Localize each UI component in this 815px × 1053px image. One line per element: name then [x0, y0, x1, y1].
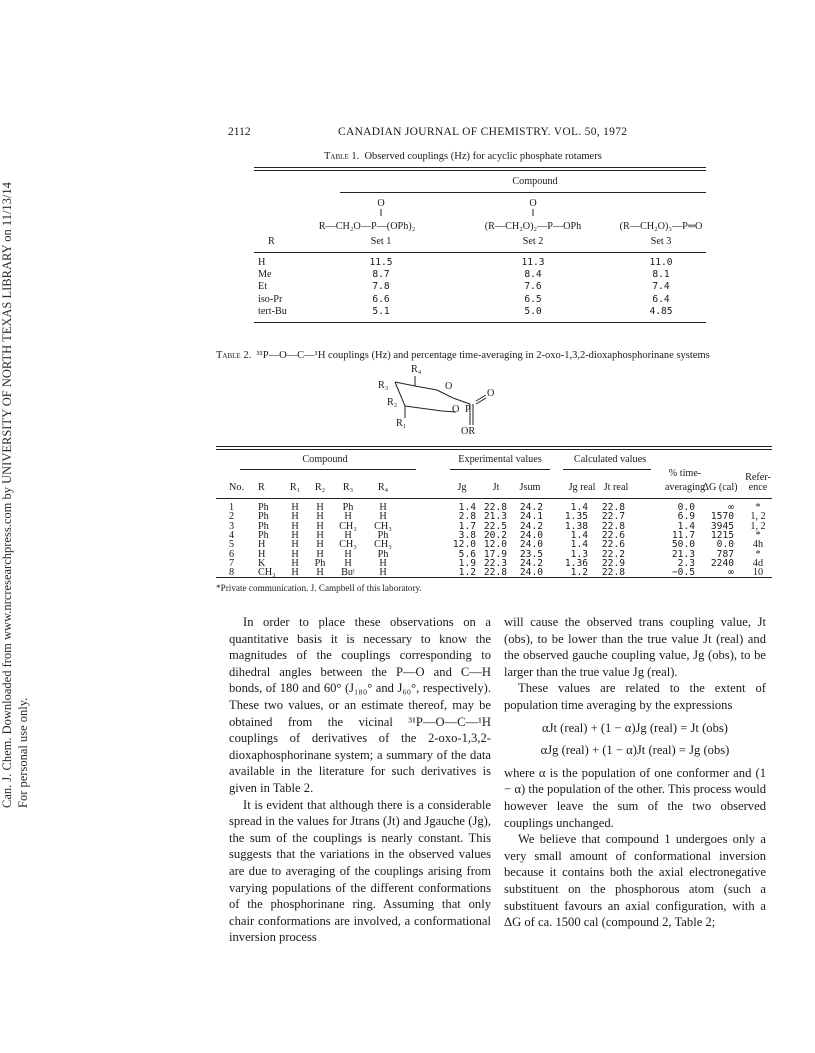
- table2-row-2-jtr: 22.8: [601, 520, 625, 532]
- table2-header-no: No.: [229, 482, 244, 493]
- set1-label: Set 1: [370, 236, 392, 247]
- table2-row-6-r3: H: [344, 557, 352, 569]
- table1-row-1-set2: 8.4: [524, 269, 542, 281]
- equation-1: αJt (real) + (1 − α)Jg (real) = Jt (obs): [542, 720, 728, 735]
- table2-header-ref2: ence: [748, 482, 768, 493]
- set1-oxo-bond: ‖: [379, 208, 383, 219]
- table2-row-4-r: H: [258, 539, 266, 551]
- experimental-group-rule: [450, 469, 550, 470]
- table2-row-2-ref: 1, 2: [750, 520, 766, 532]
- table2-row-7-r2: H: [316, 567, 324, 579]
- table1-r-header: R: [268, 236, 275, 247]
- table1-row-4-set2: 5.0: [524, 305, 542, 317]
- table1-row-3-set3: 6.4: [652, 293, 670, 305]
- table2-row-1-r3: H: [344, 511, 352, 523]
- page-number: 2112: [228, 126, 251, 138]
- table2-row-6-jg: 1.9: [458, 557, 476, 569]
- set3-label: Set 3: [650, 236, 672, 247]
- table2-row-3-jtr: 22.6: [601, 529, 625, 541]
- table2-row-3-jgr: 1.4: [570, 529, 588, 541]
- table2-footnote: *Private communication. J. Campbell of this laboratory.: [216, 583, 422, 593]
- table2-row-4-ref: 4h: [752, 539, 764, 551]
- table2-row-7-r4: H: [379, 567, 387, 579]
- table2-row-1-r1: H: [291, 511, 299, 523]
- struct-or: OR: [461, 426, 476, 437]
- table2-row-3-r: Ph: [258, 529, 269, 541]
- set1-formula: R—CH₂O—P—(OPh)₂: [318, 221, 416, 232]
- table2-row-4-jgr: 1.4: [570, 539, 588, 551]
- table2-row-4-r4: CH₃: [374, 539, 392, 551]
- ref-header-1: Refer-: [745, 472, 771, 483]
- table1-row-2-r: Et: [258, 281, 268, 293]
- table2-row-1-jsum: 24.1: [519, 511, 543, 523]
- table2-header-rule: [216, 498, 772, 499]
- calculated-group-rule: [563, 469, 651, 470]
- left-column: [229, 614, 491, 946]
- table2-row-5-jsum: 23.5: [519, 548, 543, 560]
- table2-row-4-dg: 0.0: [716, 539, 734, 551]
- set2-label: Set 2: [522, 236, 544, 247]
- table2-row-2-jsum: 24.2: [519, 520, 543, 532]
- table2-row-0-jsum: 24.2: [519, 502, 543, 513]
- table2-row-3-r3: H: [344, 529, 352, 541]
- table2-row-6-r2: Ph: [314, 557, 326, 569]
- table2-row-3-pct: 11.7: [671, 529, 695, 541]
- table2-bottom-rule: [216, 577, 772, 578]
- table2-top-rule-2: [216, 449, 772, 450]
- table2-group-calculated: Calculated values: [573, 454, 647, 465]
- right-paragraph-3: where α is the population of one conformer and (1 − α) the population of the other. This process would however leave the sum of the two observed couplings unchanged.: [504, 765, 766, 830]
- table2-row-5-pct: 21.3: [671, 548, 695, 560]
- table2-row-7-jtr: 22.8: [601, 567, 625, 579]
- struct-o-ring-2: O: [452, 404, 460, 415]
- right-paragraph-4: We believe that compound 1 undergoes only a very small amount of conformational inversion because it contains both the axial electronegative substituent on the phosphorous atom (such a substituent favours an axial configuration, with a ΔG of ca. 1500 cal (compound 2, Table 2;: [504, 832, 766, 930]
- table1-row-0-r: H: [258, 257, 266, 268]
- table2-row-5-jt: 17.9: [483, 548, 507, 560]
- table2-row-1-jgr: 1.35: [564, 511, 588, 523]
- table2-row-2-dg: 3945: [710, 520, 734, 532]
- table2-row-7-r1: H: [291, 567, 299, 579]
- table1-row-2-set2: 7.6: [524, 281, 542, 293]
- table2-row-2-jt: 22.5: [483, 520, 507, 532]
- table2-row-3-r2: H: [316, 529, 324, 541]
- table2-row-5-jg: 5.6: [458, 548, 476, 560]
- table2-row-4-jtr: 22.6: [601, 539, 625, 551]
- table2-row-2-r: Ph: [258, 520, 269, 532]
- struct-p: P: [465, 404, 471, 415]
- table2-row-0-jg: 1.4: [458, 502, 476, 513]
- table2-header-r4: R₄: [377, 482, 389, 493]
- table2-row-6-jtr: 22.9: [601, 557, 625, 569]
- table2-row-6-pct: 2.3: [677, 557, 695, 569]
- table2-row-0-ref: *: [755, 502, 761, 513]
- table2-row-0-jtr: 22.8: [601, 502, 625, 513]
- table1-row-4-r: tert-Bu: [258, 305, 287, 317]
- table2-row-7-jg: 1.2: [458, 567, 476, 579]
- table2-header-jsum: Jsum: [519, 482, 541, 493]
- table2-row-0-jgr: 1.4: [570, 502, 588, 513]
- table2-row-4-no: 5: [229, 539, 235, 551]
- table2-row-1-r: Ph: [258, 511, 269, 523]
- table2-row-1-no: 2: [229, 511, 235, 523]
- table2-row-3-jsum: 24.0: [519, 529, 543, 541]
- table2-row-1-ref: 1, 2: [750, 511, 766, 523]
- table1-label: Table 1.: [324, 151, 360, 162]
- table2-row-5-ref: *: [755, 548, 761, 560]
- table2-row-0-pct: 0.0: [677, 502, 695, 513]
- table1-row-3-set2: 6.5: [524, 293, 542, 305]
- table2-row-2-r1: H: [291, 520, 299, 532]
- table2-header-jt: Jt: [492, 482, 500, 493]
- right-paragraph-2: These values are related to the extent of population time averaging by the expressions: [504, 681, 766, 712]
- struct-r4: R₄: [411, 364, 422, 375]
- table2-row-3-jt: 20.2: [483, 529, 507, 541]
- table1-row-3-set1: 6.6: [372, 293, 390, 305]
- table2-row-3-ref: *: [755, 529, 761, 541]
- set2-formula: (R—CH₂O)₂—P—OPh: [484, 221, 582, 232]
- struct-r1: R₁: [396, 418, 407, 429]
- table2-row-2-r4: CH₃: [374, 520, 392, 532]
- table2-row-0-r3: Ph: [342, 502, 354, 513]
- table1-row-0-set3: 11.0: [649, 257, 673, 268]
- table2-row-6-jsum: 24.2: [519, 557, 543, 569]
- table2-row-7-pct: −0.5: [671, 567, 695, 579]
- table1-row-2-set1: 7.8: [372, 281, 390, 293]
- table2-row-0-no: 1: [229, 502, 235, 513]
- table2-row-7-r: CH₃: [258, 567, 276, 579]
- table2-row-1-jtr: 22.7: [601, 511, 625, 523]
- table1-row-1-r: Me: [258, 269, 272, 281]
- struct-r2: R₂: [387, 397, 398, 408]
- table1-row-0-set2: 11.3: [521, 257, 545, 268]
- table2-row-1-r4: H: [379, 511, 387, 523]
- struct-o-double: O: [487, 388, 495, 399]
- table1-row-2-set3: 7.4: [652, 281, 670, 293]
- table2-row-7-dg: ∞: [728, 567, 734, 579]
- watermark-line-2: For personal use only.: [16, 697, 30, 808]
- table1-caption-text: Observed couplings (Hz) for acyclic phosphate rotamers: [364, 151, 602, 162]
- table1-row-0-set1: 11.5: [369, 257, 393, 268]
- table2-row-7-ref: 10: [752, 567, 764, 579]
- table2-row-4-jsum: 24.0: [519, 539, 543, 551]
- table2-row-6-r: K: [258, 557, 266, 569]
- table2-row-4-jg: 12.0: [452, 539, 476, 551]
- compound-group-rule: [240, 469, 416, 470]
- table2-header-r: R: [258, 482, 265, 493]
- table1-row-4-set1: 5.1: [372, 305, 390, 317]
- table2-row-1-pct: 6.9: [677, 511, 695, 523]
- table2-row-2-no: 3: [229, 520, 235, 532]
- left-paragraph-1: In order to place these observations on a quantitative basis it is necessary to know the magnitudes of the couplings corresponding to dihedral angles between the P—O and C—H bonds, of 180 and 60° (J₁₈₀° and J₆₀°, respectively). These two values, or an estimate thereof, may be obtained from the vicinal ³¹P—O—C—¹H couplings of derivatives of the 2-oxo-1,3,2-dioxaphosphorinane system; a summary of the data available in the literature for such derivatives is given in Table 2.: [229, 615, 491, 795]
- table2-header-r3: R₃: [342, 482, 354, 493]
- set1-oxo: O: [377, 198, 385, 209]
- table2-row-5-jgr: 1.3: [570, 548, 588, 560]
- table2-row-3-dg: 1215: [710, 529, 734, 541]
- set2-oxo: O: [529, 198, 537, 209]
- set3-formula: (R—CH₂O)₃—P═O: [619, 221, 703, 232]
- table2-row-5-r: H: [258, 548, 266, 560]
- table2-row-1-r2: H: [316, 511, 324, 523]
- table2-row-4-r3: CH₃: [339, 539, 357, 551]
- table2-row-4-jt: 12.0: [483, 539, 507, 551]
- table2-row-6-ref: 4d: [752, 557, 764, 569]
- watermark-line-1: Can. J. Chem. Downloaded from www.nrcresearchpress.com by UNIVERSITY OF NORTH TEXAS LIBRARY on 11/13/14: [0, 182, 14, 808]
- table2-row-2-jgr: 1.38: [564, 520, 588, 532]
- pct-header-1: % time-: [668, 468, 702, 479]
- table2-header-r2: R₂: [314, 482, 326, 493]
- table2-caption-text: ³¹P—O—C—¹H couplings (Hz) and percentage time-averaging in 2-oxo-1,3,2-dioxaphosphorinane systems: [256, 350, 710, 361]
- table1-group-header: Compound: [512, 176, 558, 187]
- right-column: [504, 614, 766, 931]
- right-paragraph-1: will cause the observed trans coupling value, Jt (obs), to be lower than the true value Jt (real) and the observed gauche coupling value, Jg (obs), to be larger than the true value Jg (real).: [504, 615, 766, 679]
- table2-row-0-jt: 22.8: [483, 502, 507, 513]
- table2-row-1-jg: 2.8: [458, 511, 476, 523]
- table2-row-3-jg: 3.8: [458, 529, 476, 541]
- table2-row-0-r2: H: [316, 502, 324, 513]
- table2-row-2-pct: 1.4: [677, 520, 695, 532]
- table1-row-4-set3: 4.85: [649, 305, 673, 317]
- equation-2: αJg (real) + (1 − α)Jt (real) = Jg (obs): [540, 743, 730, 758]
- table2-row-4-pct: 50.0: [671, 539, 695, 551]
- table1-row-1-set1: 8.7: [372, 269, 390, 281]
- struct-r3: R₃: [378, 380, 389, 391]
- table2-header-pct2: averaging: [664, 482, 706, 493]
- table2-row-6-jt: 22.3: [483, 557, 507, 569]
- table2-row-7-jt: 22.8: [483, 567, 507, 579]
- table2-row-5-jtr: 22.2: [601, 548, 625, 560]
- table2-row-5-no: 6: [229, 548, 235, 560]
- table1-row-3-r: iso-Pr: [258, 293, 283, 305]
- table2-header-jg: Jg: [457, 482, 467, 493]
- table2-row-2-jg: 1.7: [458, 520, 476, 532]
- table2-header-jt_real: Jt real: [603, 482, 629, 493]
- table2-row-0-r4: H: [379, 502, 387, 513]
- table2-row-3-r1: H: [291, 529, 299, 541]
- journal-title: CANADIAN JOURNAL OF CHEMISTRY. VOL. 50, 1972: [338, 126, 628, 138]
- table2-header-jg_real: Jg real: [568, 482, 596, 493]
- table2-row-2-r3: CH₃: [339, 520, 357, 532]
- table1-row-1-set3: 8.1: [652, 269, 670, 281]
- table2-row-1-dg: 1570: [710, 511, 734, 523]
- table2-row-5-dg: 787: [716, 548, 734, 560]
- table2-row-0-r1: H: [291, 502, 299, 513]
- table2-row-3-r4: Ph: [377, 529, 389, 541]
- table2-row-7-jsum: 24.0: [519, 567, 543, 579]
- table2-row-7-r3: Buᵗ: [341, 567, 355, 579]
- table2-row-6-jgr: 1.36: [564, 557, 588, 569]
- table2-row-7-jgr: 1.2: [570, 567, 588, 579]
- table2-row-6-r4: H: [379, 557, 387, 569]
- table2-group-experimental: Experimental values: [458, 454, 542, 465]
- table2-header-dg: ΔG (cal): [702, 482, 738, 493]
- table2-row-5-r1: H: [291, 548, 299, 560]
- table2-row-7-no: 8: [229, 567, 235, 579]
- table2-row-5-r2: H: [316, 548, 324, 560]
- table2-row-4-r1: H: [291, 539, 299, 551]
- table2-row-0-dg: ∞: [728, 502, 734, 513]
- table2-row-5-r4: Ph: [377, 548, 389, 560]
- table2-row-6-r1: H: [291, 557, 299, 569]
- table2-row-1-jt: 21.3: [483, 511, 507, 523]
- table2-row-3-no: 4: [229, 529, 235, 541]
- set2-oxo-bond: ‖: [531, 208, 535, 219]
- table2-row-6-dg: 2240: [710, 557, 734, 569]
- struct-o-ring: O: [445, 381, 453, 392]
- table2-top-rule: [216, 446, 772, 447]
- table2-row-0-r: Ph: [258, 502, 269, 513]
- table2-label: Table 2.: [216, 350, 252, 361]
- table2-group-compound: Compound: [302, 454, 348, 465]
- table2-header-r1: R₁: [289, 482, 301, 493]
- table2-row-5-r3: H: [344, 548, 352, 560]
- table2-row-4-r2: H: [316, 539, 324, 551]
- table2-row-2-r2: H: [316, 520, 324, 532]
- left-paragraph-2: It is evident that although there is a considerable spread in the values for Jtrans (Jt) and Jgauche (Jg), the sum of the couplings is nearly constant. This suggests that the variations in the observed values are due to averaging of the couplings arising from varying populations of the different conformations of the phosphorinane ring. Assuming that only chair conformations are involved, a conformational inversion process: [229, 797, 491, 945]
- table2-row-6-no: 7: [229, 557, 235, 569]
